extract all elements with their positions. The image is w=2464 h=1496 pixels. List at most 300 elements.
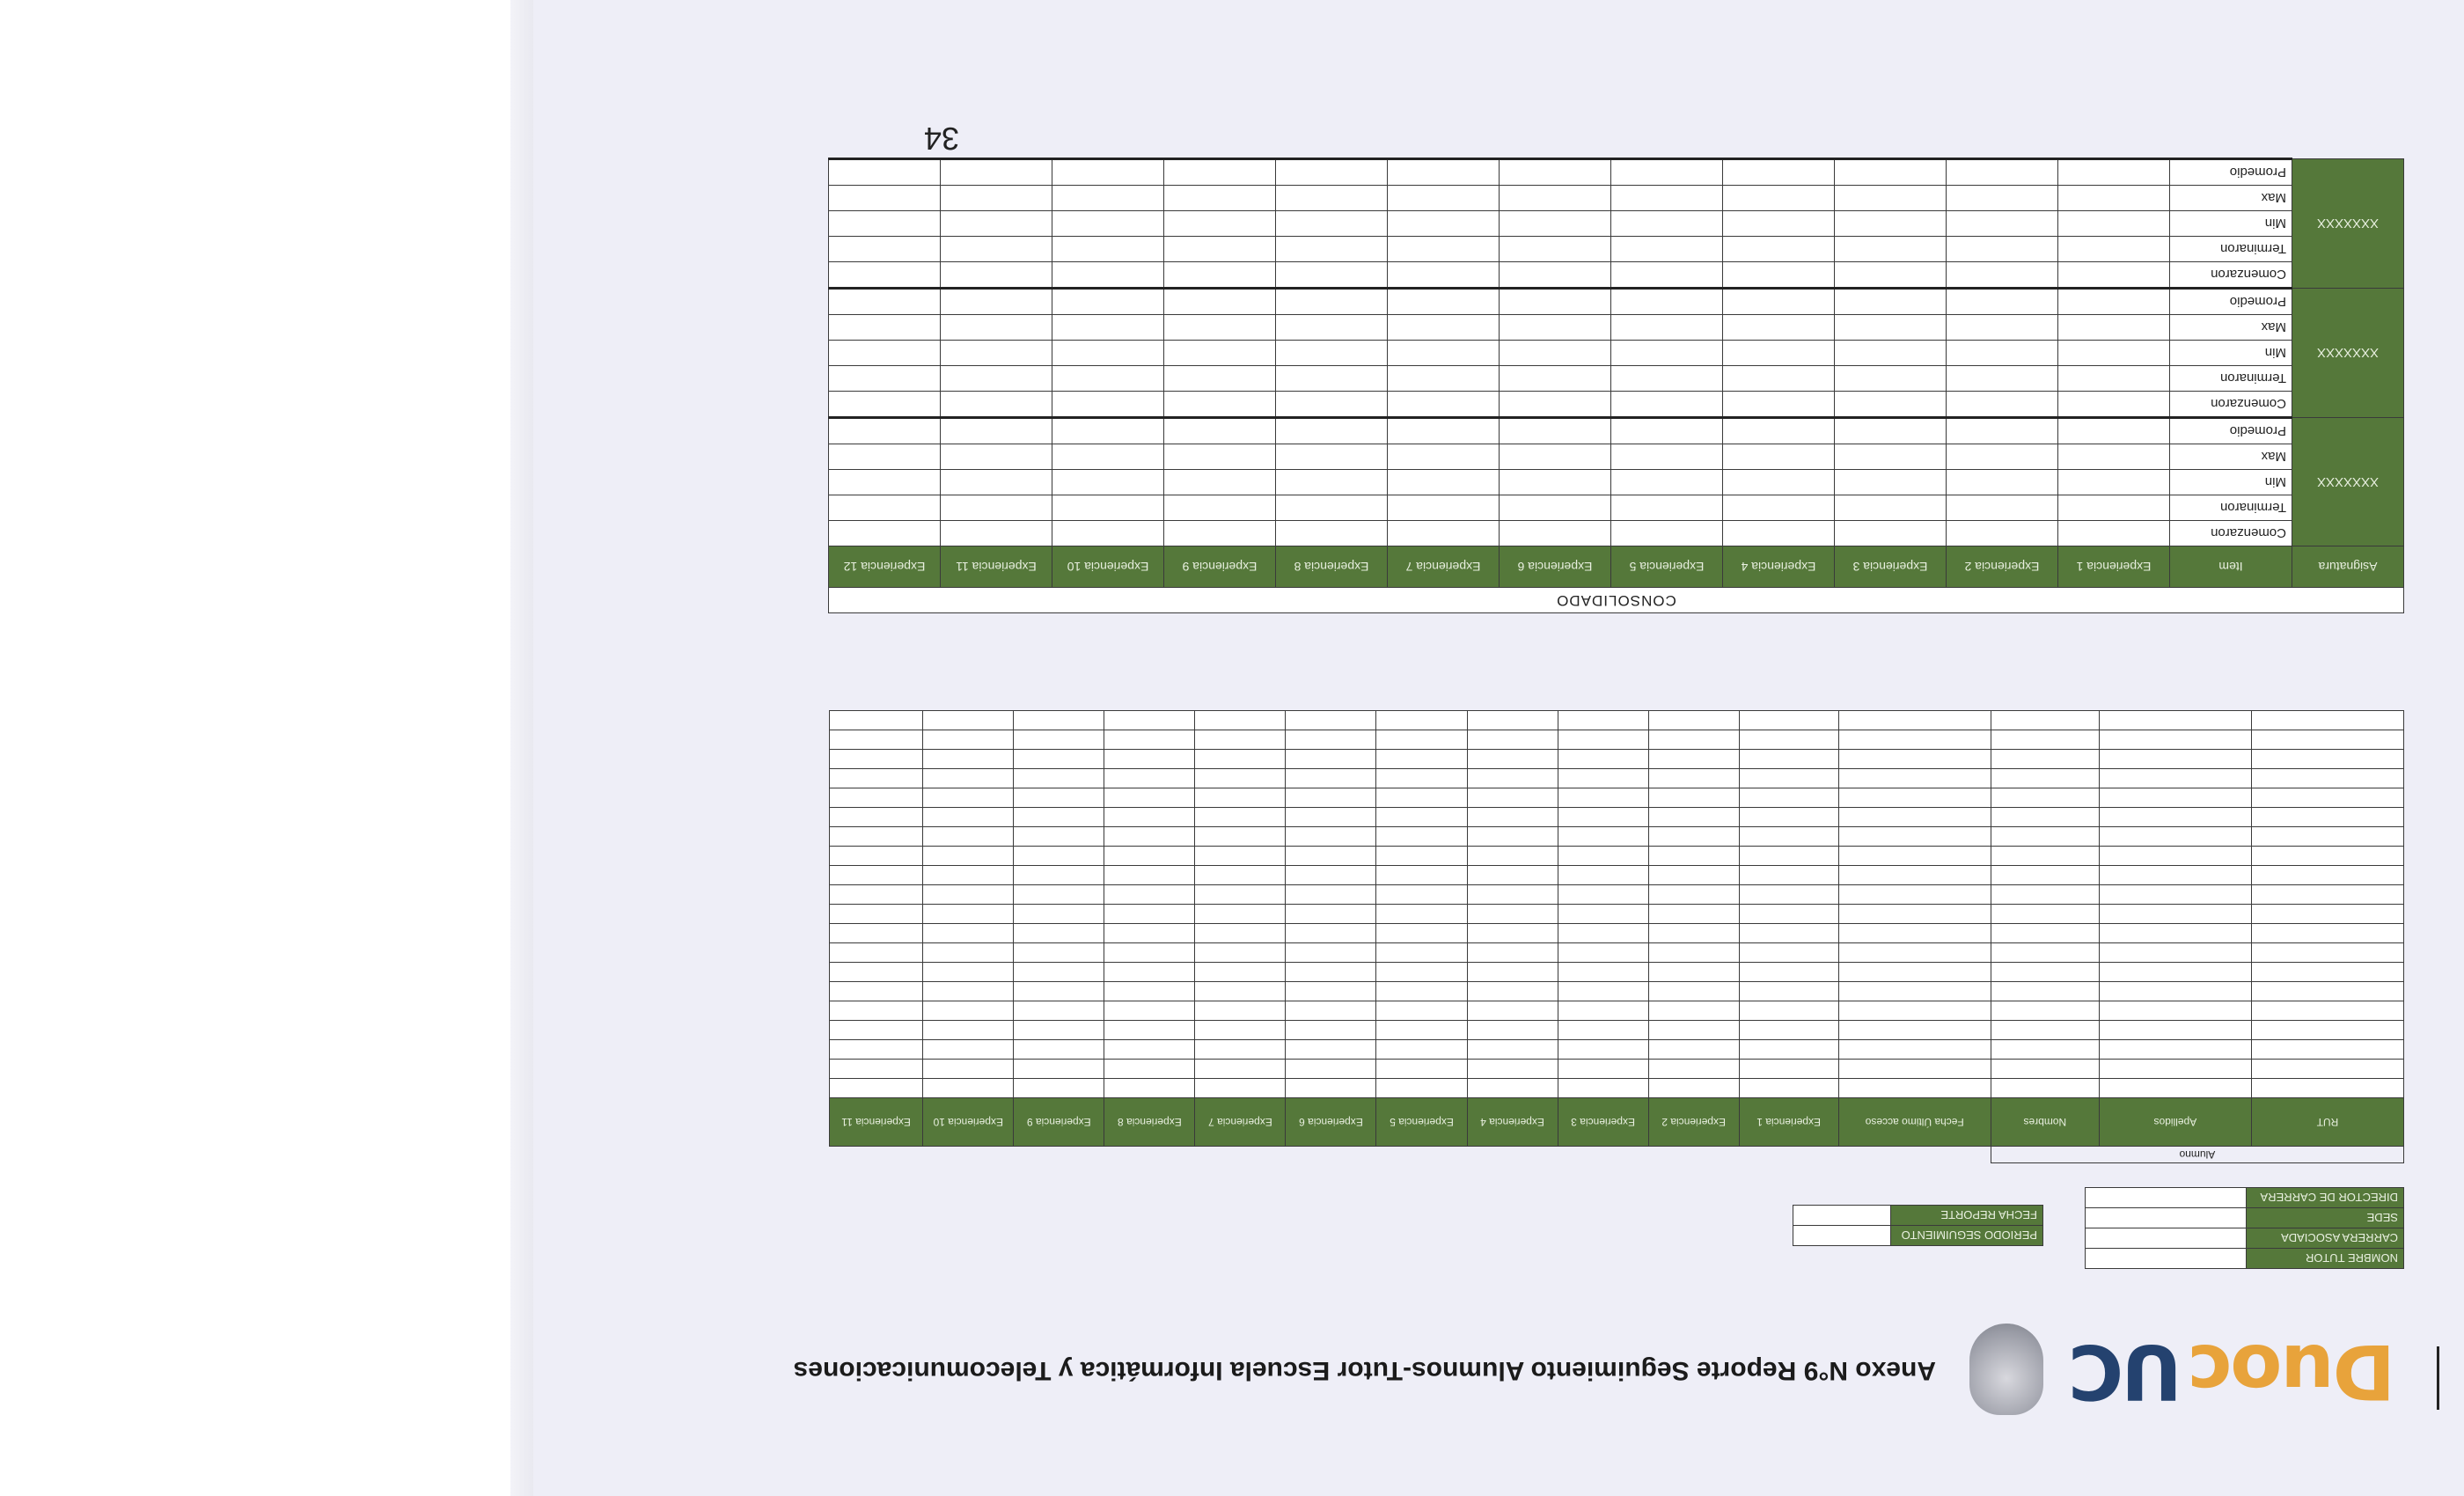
- table-cell[interactable]: [1739, 769, 1838, 788]
- table-cell[interactable]: [1388, 289, 1500, 315]
- table-cell[interactable]: [941, 186, 1052, 211]
- table-cell[interactable]: [923, 1021, 1014, 1040]
- table-cell[interactable]: [1835, 237, 1947, 262]
- table-cell[interactable]: [2099, 711, 2251, 730]
- table-cell[interactable]: [1723, 418, 1835, 444]
- table-cell[interactable]: [828, 186, 940, 211]
- table-cell[interactable]: [1467, 788, 1558, 808]
- table-cell[interactable]: [2251, 963, 2403, 982]
- table-cell[interactable]: [1558, 730, 1648, 750]
- table-cell[interactable]: [1276, 211, 1388, 237]
- table-cell[interactable]: [830, 1079, 923, 1098]
- table-cell[interactable]: [1611, 366, 1723, 392]
- table-cell[interactable]: [1611, 237, 1723, 262]
- table-cell[interactable]: [1164, 289, 1276, 315]
- table-cell[interactable]: [1723, 392, 1835, 418]
- table-cell[interactable]: [1739, 1021, 1838, 1040]
- table-cell[interactable]: [830, 827, 923, 847]
- table-cell[interactable]: [1648, 924, 1739, 943]
- table-cell[interactable]: [941, 289, 1052, 315]
- table-cell[interactable]: [1838, 1079, 1991, 1098]
- table-cell[interactable]: [923, 943, 1014, 963]
- table-cell[interactable]: [1739, 808, 1838, 827]
- table-cell[interactable]: [1104, 711, 1195, 730]
- table-cell[interactable]: [1376, 982, 1467, 1001]
- table-cell[interactable]: [2099, 866, 2251, 885]
- table-cell[interactable]: [1276, 315, 1388, 341]
- table-cell[interactable]: [1739, 924, 1838, 943]
- table-cell[interactable]: [828, 495, 940, 521]
- table-cell[interactable]: [1947, 341, 2058, 366]
- table-cell[interactable]: [2058, 521, 2170, 546]
- table-cell[interactable]: [1164, 159, 1276, 186]
- table-cell[interactable]: [1014, 788, 1104, 808]
- table-cell[interactable]: [2251, 1060, 2403, 1079]
- table-cell[interactable]: [1104, 730, 1195, 750]
- table-cell[interactable]: [1739, 866, 1838, 885]
- table-cell[interactable]: [2251, 711, 2403, 730]
- table-cell[interactable]: [1739, 1040, 1838, 1060]
- table-cell[interactable]: [1276, 521, 1388, 546]
- table-cell[interactable]: [1467, 750, 1558, 769]
- table-cell[interactable]: [1276, 392, 1388, 418]
- table-cell[interactable]: [1164, 392, 1276, 418]
- table-cell[interactable]: [1739, 711, 1838, 730]
- table-cell[interactable]: [1739, 788, 1838, 808]
- table-cell[interactable]: [828, 418, 940, 444]
- table-cell[interactable]: [1611, 392, 1723, 418]
- table-cell[interactable]: [1376, 827, 1467, 847]
- table-cell[interactable]: [1648, 1021, 1739, 1040]
- table-cell[interactable]: [2251, 982, 2403, 1001]
- table-cell[interactable]: [1838, 866, 1991, 885]
- table-cell[interactable]: [1286, 924, 1376, 943]
- table-cell[interactable]: [1195, 788, 1286, 808]
- table-cell[interactable]: [1052, 315, 1164, 341]
- table-cell[interactable]: [830, 769, 923, 788]
- table-cell[interactable]: [1648, 905, 1739, 924]
- table-cell[interactable]: [1558, 905, 1648, 924]
- table-cell[interactable]: [1052, 444, 1164, 470]
- table-cell[interactable]: [1195, 905, 1286, 924]
- table-cell[interactable]: [2058, 341, 2170, 366]
- table-cell[interactable]: [1104, 1040, 1195, 1060]
- table-cell[interactable]: [2058, 159, 2170, 186]
- table-cell[interactable]: [923, 1040, 1014, 1060]
- table-cell[interactable]: [830, 1001, 923, 1021]
- table-cell[interactable]: [1500, 186, 1611, 211]
- table-cell[interactable]: [1388, 315, 1500, 341]
- value-director-carrera[interactable]: [2086, 1188, 2247, 1208]
- table-cell[interactable]: [1376, 943, 1467, 963]
- table-cell[interactable]: [2251, 924, 2403, 943]
- table-cell[interactable]: [1286, 730, 1376, 750]
- table-cell[interactable]: [1838, 750, 1991, 769]
- table-cell[interactable]: [1723, 341, 1835, 366]
- table-cell[interactable]: [2099, 905, 2251, 924]
- table-cell[interactable]: [1104, 769, 1195, 788]
- table-cell[interactable]: [1104, 788, 1195, 808]
- table-cell[interactable]: [1739, 1079, 1838, 1098]
- table-cell[interactable]: [1014, 750, 1104, 769]
- table-cell[interactable]: [828, 159, 940, 186]
- table-cell[interactable]: [1500, 444, 1611, 470]
- table-cell[interactable]: [1014, 885, 1104, 905]
- table-cell[interactable]: [1286, 1021, 1376, 1040]
- table-cell[interactable]: [1500, 289, 1611, 315]
- table-cell[interactable]: [1558, 885, 1648, 905]
- table-cell[interactable]: [1648, 827, 1739, 847]
- table-cell[interactable]: [1611, 211, 1723, 237]
- table-cell[interactable]: [1376, 885, 1467, 905]
- table-cell[interactable]: [1052, 237, 1164, 262]
- table-cell[interactable]: [1723, 211, 1835, 237]
- table-cell[interactable]: [1611, 495, 1723, 521]
- table-cell[interactable]: [1947, 211, 2058, 237]
- table-cell[interactable]: [1104, 885, 1195, 905]
- table-cell[interactable]: [1052, 289, 1164, 315]
- table-cell[interactable]: [1991, 924, 2099, 943]
- table-cell[interactable]: [941, 159, 1052, 186]
- table-cell[interactable]: [830, 885, 923, 905]
- table-cell[interactable]: [1838, 982, 1991, 1001]
- table-cell[interactable]: [2099, 808, 2251, 827]
- table-cell[interactable]: [1376, 1060, 1467, 1079]
- table-cell[interactable]: [1648, 711, 1739, 730]
- table-cell[interactable]: [1195, 924, 1286, 943]
- table-cell[interactable]: [1195, 963, 1286, 982]
- table-cell[interactable]: [1195, 827, 1286, 847]
- table-cell[interactable]: [830, 1021, 923, 1040]
- table-cell[interactable]: [1835, 521, 1947, 546]
- table-cell[interactable]: [1195, 1079, 1286, 1098]
- table-cell[interactable]: [1104, 866, 1195, 885]
- table-cell[interactable]: [1991, 847, 2099, 866]
- table-cell[interactable]: [1648, 963, 1739, 982]
- table-cell[interactable]: [1991, 943, 2099, 963]
- table-cell[interactable]: [923, 750, 1014, 769]
- table-cell[interactable]: [1838, 963, 1991, 982]
- table-cell[interactable]: [1991, 1040, 2099, 1060]
- value-periodo-seguimiento[interactable]: [1793, 1226, 1891, 1246]
- table-cell[interactable]: [1558, 1079, 1648, 1098]
- table-cell[interactable]: [1388, 392, 1500, 418]
- table-cell[interactable]: [1500, 341, 1611, 366]
- table-cell[interactable]: [941, 262, 1052, 289]
- table-cell[interactable]: [828, 315, 940, 341]
- table-cell[interactable]: [1164, 444, 1276, 470]
- table-cell[interactable]: [2058, 186, 2170, 211]
- table-cell[interactable]: [1467, 924, 1558, 943]
- table-cell[interactable]: [1835, 418, 1947, 444]
- table-cell[interactable]: [2251, 730, 2403, 750]
- table-cell[interactable]: [828, 521, 940, 546]
- table-cell[interactable]: [830, 943, 923, 963]
- table-cell[interactable]: [1723, 470, 1835, 495]
- table-cell[interactable]: [1276, 470, 1388, 495]
- table-cell[interactable]: [1611, 289, 1723, 315]
- table-cell[interactable]: [1723, 186, 1835, 211]
- table-cell[interactable]: [1835, 470, 1947, 495]
- table-cell[interactable]: [1052, 521, 1164, 546]
- table-cell[interactable]: [830, 1060, 923, 1079]
- table-cell[interactable]: [1723, 237, 1835, 262]
- table-cell[interactable]: [1376, 1001, 1467, 1021]
- table-cell[interactable]: [1838, 711, 1991, 730]
- table-cell[interactable]: [1991, 788, 2099, 808]
- table-cell[interactable]: [1388, 495, 1500, 521]
- table-cell[interactable]: [1947, 495, 2058, 521]
- table-cell[interactable]: [1558, 924, 1648, 943]
- table-cell[interactable]: [1500, 237, 1611, 262]
- table-cell[interactable]: [1835, 366, 1947, 392]
- table-cell[interactable]: [1052, 392, 1164, 418]
- table-cell[interactable]: [923, 982, 1014, 1001]
- table-cell[interactable]: [1104, 750, 1195, 769]
- table-cell[interactable]: [1104, 963, 1195, 982]
- table-cell[interactable]: [830, 711, 923, 730]
- table-cell[interactable]: [1104, 943, 1195, 963]
- table-cell[interactable]: [941, 521, 1052, 546]
- table-cell[interactable]: [1648, 885, 1739, 905]
- table-cell[interactable]: [830, 963, 923, 982]
- table-cell[interactable]: [1467, 885, 1558, 905]
- table-cell[interactable]: [1014, 943, 1104, 963]
- table-cell[interactable]: [1739, 750, 1838, 769]
- table-cell[interactable]: [1467, 711, 1558, 730]
- table-cell[interactable]: [1276, 418, 1388, 444]
- table-cell[interactable]: [1947, 366, 2058, 392]
- table-cell[interactable]: [1838, 808, 1991, 827]
- table-cell[interactable]: [1838, 769, 1991, 788]
- table-cell[interactable]: [1014, 1040, 1104, 1060]
- table-cell[interactable]: [2099, 963, 2251, 982]
- table-cell[interactable]: [1947, 237, 2058, 262]
- table-cell[interactable]: [1286, 827, 1376, 847]
- table-cell[interactable]: [941, 392, 1052, 418]
- table-cell[interactable]: [1276, 444, 1388, 470]
- table-cell[interactable]: [1276, 366, 1388, 392]
- table-cell[interactable]: [1195, 769, 1286, 788]
- table-cell[interactable]: [830, 924, 923, 943]
- table-cell[interactable]: [1164, 237, 1276, 262]
- table-cell[interactable]: [1164, 470, 1276, 495]
- table-cell[interactable]: [1164, 262, 1276, 289]
- table-cell[interactable]: [1838, 905, 1991, 924]
- table-cell[interactable]: [1388, 444, 1500, 470]
- table-cell[interactable]: [1558, 769, 1648, 788]
- table-cell[interactable]: [1739, 885, 1838, 905]
- table-cell[interactable]: [1835, 341, 1947, 366]
- table-cell[interactable]: [1835, 159, 1947, 186]
- table-cell[interactable]: [1052, 159, 1164, 186]
- table-cell[interactable]: [1052, 495, 1164, 521]
- table-cell[interactable]: [1286, 711, 1376, 730]
- table-cell[interactable]: [1195, 750, 1286, 769]
- table-cell[interactable]: [1286, 1060, 1376, 1079]
- table-cell[interactable]: [1835, 392, 1947, 418]
- table-cell[interactable]: [1739, 1060, 1838, 1079]
- table-cell[interactable]: [2099, 1060, 2251, 1079]
- table-cell[interactable]: [1558, 847, 1648, 866]
- table-cell[interactable]: [1014, 1079, 1104, 1098]
- table-cell[interactable]: [1648, 750, 1739, 769]
- table-cell[interactable]: [1739, 1001, 1838, 1021]
- table-cell[interactable]: [1286, 1079, 1376, 1098]
- table-cell[interactable]: [1947, 392, 2058, 418]
- table-cell[interactable]: [830, 866, 923, 885]
- table-cell[interactable]: [1739, 963, 1838, 982]
- table-cell[interactable]: [1286, 963, 1376, 982]
- table-cell[interactable]: [1104, 1060, 1195, 1079]
- table-cell[interactable]: [1195, 847, 1286, 866]
- table-cell[interactable]: [1276, 289, 1388, 315]
- table-cell[interactable]: [923, 885, 1014, 905]
- table-cell[interactable]: [1500, 211, 1611, 237]
- table-cell[interactable]: [830, 788, 923, 808]
- table-cell[interactable]: [1195, 730, 1286, 750]
- table-cell[interactable]: [1014, 866, 1104, 885]
- table-cell[interactable]: [2251, 750, 2403, 769]
- table-cell[interactable]: [1014, 1001, 1104, 1021]
- table-cell[interactable]: [1276, 262, 1388, 289]
- table-cell[interactable]: [1947, 521, 2058, 546]
- value-nombre-tutor[interactable]: [2086, 1249, 2247, 1269]
- table-cell[interactable]: [1611, 418, 1723, 444]
- table-cell[interactable]: [1376, 808, 1467, 827]
- table-cell[interactable]: [2251, 905, 2403, 924]
- table-cell[interactable]: [1052, 341, 1164, 366]
- table-cell[interactable]: [2251, 943, 2403, 963]
- table-cell[interactable]: [2251, 847, 2403, 866]
- table-cell[interactable]: [1276, 186, 1388, 211]
- table-cell[interactable]: [1611, 341, 1723, 366]
- table-cell[interactable]: [828, 444, 940, 470]
- table-cell[interactable]: [1991, 808, 2099, 827]
- table-cell[interactable]: [2099, 885, 2251, 905]
- table-cell[interactable]: [1835, 262, 1947, 289]
- table-cell[interactable]: [1195, 1001, 1286, 1021]
- table-cell[interactable]: [1286, 788, 1376, 808]
- table-cell[interactable]: [2099, 1021, 2251, 1040]
- table-cell[interactable]: [1648, 808, 1739, 827]
- table-cell[interactable]: [1500, 418, 1611, 444]
- table-cell[interactable]: [1838, 924, 1991, 943]
- table-cell[interactable]: [923, 924, 1014, 943]
- table-cell[interactable]: [1388, 211, 1500, 237]
- table-cell[interactable]: [1723, 521, 1835, 546]
- table-cell[interactable]: [1052, 470, 1164, 495]
- table-cell[interactable]: [1388, 159, 1500, 186]
- table-cell[interactable]: [1558, 1040, 1648, 1060]
- table-cell[interactable]: [1376, 1021, 1467, 1040]
- table-cell[interactable]: [1991, 963, 2099, 982]
- table-cell[interactable]: [1286, 1001, 1376, 1021]
- table-cell[interactable]: [1052, 366, 1164, 392]
- table-cell[interactable]: [1947, 418, 2058, 444]
- table-cell[interactable]: [1991, 866, 2099, 885]
- table-cell[interactable]: [1164, 186, 1276, 211]
- table-cell[interactable]: [1500, 392, 1611, 418]
- table-cell[interactable]: [1467, 1079, 1558, 1098]
- table-cell[interactable]: [1723, 315, 1835, 341]
- table-cell[interactable]: [1195, 982, 1286, 1001]
- table-cell[interactable]: [1164, 366, 1276, 392]
- table-cell[interactable]: [1648, 769, 1739, 788]
- table-cell[interactable]: [1052, 418, 1164, 444]
- table-cell[interactable]: [1104, 808, 1195, 827]
- table-cell[interactable]: [1739, 982, 1838, 1001]
- table-cell[interactable]: [1276, 495, 1388, 521]
- table-cell[interactable]: [1195, 1021, 1286, 1040]
- table-cell[interactable]: [1467, 1021, 1558, 1040]
- table-cell[interactable]: [2058, 211, 2170, 237]
- table-cell[interactable]: [1376, 788, 1467, 808]
- table-cell[interactable]: [1286, 847, 1376, 866]
- table-cell[interactable]: [1164, 315, 1276, 341]
- table-cell[interactable]: [1286, 769, 1376, 788]
- table-cell[interactable]: [830, 808, 923, 827]
- table-cell[interactable]: [1014, 711, 1104, 730]
- table-cell[interactable]: [2251, 769, 2403, 788]
- table-cell[interactable]: [1467, 808, 1558, 827]
- table-cell[interactable]: [828, 470, 940, 495]
- table-cell[interactable]: [1467, 905, 1558, 924]
- table-cell[interactable]: [2058, 315, 2170, 341]
- table-cell[interactable]: [1838, 730, 1991, 750]
- table-cell[interactable]: [923, 963, 1014, 982]
- table-cell[interactable]: [830, 905, 923, 924]
- table-cell[interactable]: [828, 211, 940, 237]
- table-cell[interactable]: [2058, 444, 2170, 470]
- table-cell[interactable]: [2251, 1001, 2403, 1021]
- table-cell[interactable]: [2251, 1040, 2403, 1060]
- table-cell[interactable]: [1467, 982, 1558, 1001]
- table-cell[interactable]: [1052, 186, 1164, 211]
- table-cell[interactable]: [1376, 924, 1467, 943]
- table-cell[interactable]: [1014, 730, 1104, 750]
- table-cell[interactable]: [1467, 1040, 1558, 1060]
- table-cell[interactable]: [1467, 847, 1558, 866]
- table-cell[interactable]: [1611, 521, 1723, 546]
- table-cell[interactable]: [1648, 1001, 1739, 1021]
- table-cell[interactable]: [2099, 827, 2251, 847]
- table-cell[interactable]: [2251, 1021, 2403, 1040]
- table-cell[interactable]: [1500, 159, 1611, 186]
- table-cell[interactable]: [1164, 495, 1276, 521]
- table-cell[interactable]: [828, 262, 940, 289]
- table-cell[interactable]: [1947, 262, 2058, 289]
- table-cell[interactable]: [1500, 262, 1611, 289]
- table-cell[interactable]: [941, 211, 1052, 237]
- table-cell[interactable]: [1648, 1060, 1739, 1079]
- table-cell[interactable]: [1838, 1040, 1991, 1060]
- table-cell[interactable]: [828, 237, 940, 262]
- table-cell[interactable]: [923, 847, 1014, 866]
- table-cell[interactable]: [828, 289, 940, 315]
- table-cell[interactable]: [1558, 1001, 1648, 1021]
- table-cell[interactable]: [923, 769, 1014, 788]
- table-cell[interactable]: [1558, 808, 1648, 827]
- table-cell[interactable]: [1838, 827, 1991, 847]
- table-cell[interactable]: [1835, 495, 1947, 521]
- table-cell[interactable]: [1500, 495, 1611, 521]
- table-cell[interactable]: [923, 808, 1014, 827]
- table-cell[interactable]: [2251, 1079, 2403, 1098]
- table-cell[interactable]: [2058, 392, 2170, 418]
- table-cell[interactable]: [1276, 159, 1388, 186]
- table-cell[interactable]: [2058, 495, 2170, 521]
